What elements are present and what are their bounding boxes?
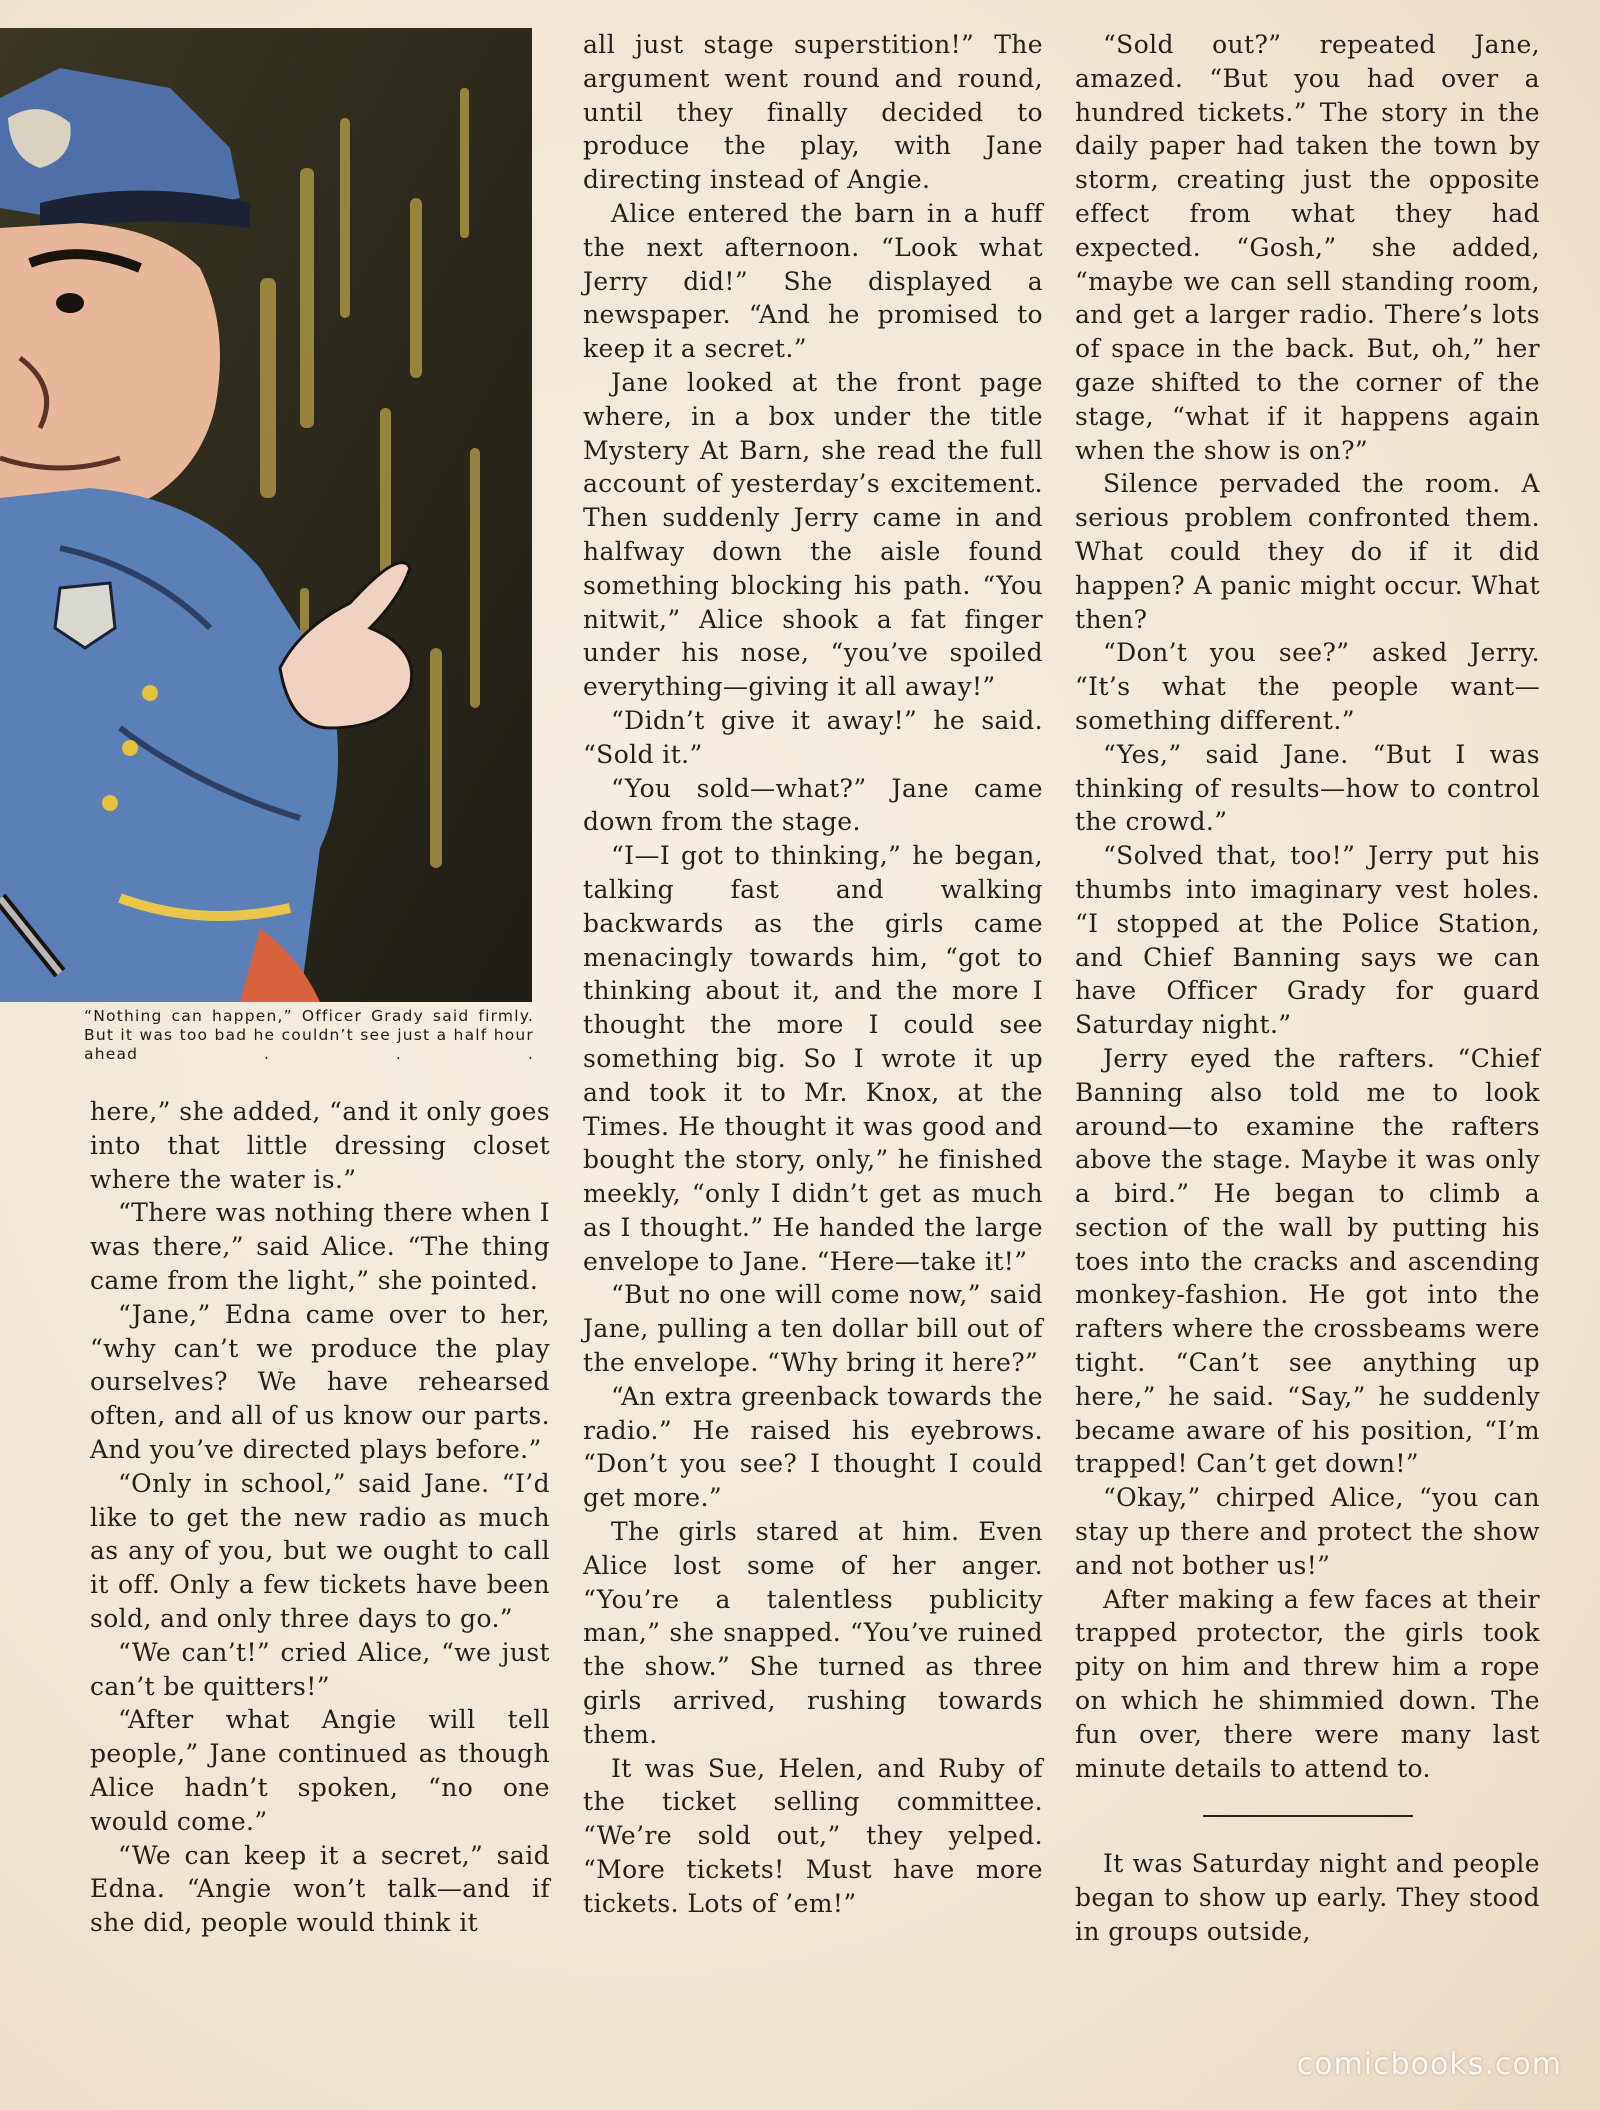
text-column-3 [1075, 28, 1540, 1949]
paragraph: “Jane,” Edna came over to her, “why can’t we produce the play ourselves? We have rehearsed often, and all of us know our parts. And you’ve directed plays before.” [90, 1299, 550, 1464]
paragraph: It was Saturday night and people began to show up early. They stood in groups outside, [1075, 1849, 1540, 1947]
section-divider [1203, 1815, 1413, 1817]
paragraph: all just stage superstition!” The argument went round and round, until they finally decided to produce the play, with Jane directing instead of Angie. [583, 30, 1043, 195]
paragraph: “Okay,” chirped Alice, “you can stay up there and protect the show and not bother us!” [1075, 1483, 1540, 1580]
paragraph: “I—I got to thinking,” he began, talking fast and walking backwards as the girls came menacingly towards him, “got to thinking about it, and the more I thought the more I could see something big. So I wrote it up and took it to Mr. Knox, at the Times. He thought it was good and bought the story, only,” he finished meekly, “only I didn’t get as much as I thought.” He handed the large envelope to Jane. “Here—take it!” [583, 841, 1043, 1276]
text-column-1 [90, 1095, 550, 1940]
paragraph: “After what Angie will tell people,” Jane continued as though Alice hadn’t spoken, “no one would come.” [90, 1705, 550, 1836]
paragraph: “Sold out?” repeated Jane, amazed. “But you had over a hundred tickets.” The story in the daily paper had taken the town by storm, creating just the opposite effect from what they had expected. “Gosh,” she added, “maybe we can sell standing room, and get a larger radio. There’s lots of space in the back. But, oh,” her gaze shifted to the corner of the stage, “what if it happens again when the show is on?” [1075, 30, 1540, 465]
paragraph: “Didn’t give it away!” he said. “Sold it.” [583, 705, 1043, 769]
paragraph: “Yes,” said Jane. “But I was thinking of results—how to control the crowd.” [1075, 739, 1540, 837]
paragraph: Silence pervaded the room. A serious problem confronted them. What could they do if it did happen? A panic might occur. What then? [1075, 469, 1540, 634]
paragraph: Alice entered the barn in a huff the next afternoon. “Look what Jerry did!” She displayed a newspaper. “And he promised to keep it a secret.” [583, 198, 1043, 364]
policeman-pointing-icon [0, 28, 532, 1002]
watermark: comicbooks.com [1296, 2047, 1562, 2082]
paragraph: here,” she added, “and it only goes into that little dressing closet where the water is.” [90, 1097, 550, 1194]
paragraph: “An extra greenback towards the radio.” He raised his eyebrows. “Don’t you see? I thought I could get more.” [583, 1381, 1043, 1513]
text-column-2 [583, 28, 1043, 1921]
paragraph: Jerry eyed the rafters. “Chief Banning also told me to look around—to examine the rafters above the stage. Maybe it was only a bird.” He began to climb a section of the wall by putting his toes into the cracks and ascending monkey-fashion. He got into the rafters where the crossbeams were tight. “Can’t see anything up here,” he said. “Say,” he suddenly became aware of his position, “I’m trapped! Can’t get down!” [1075, 1043, 1540, 1479]
paragraph: Jane looked at the front page where, in a box under the title Mystery At Barn, she read the full account of yesterday’s excitement. Then suddenly Jerry came in and halfway down the aisle found something blocking his path. “You nitwit,” Alice shook a fat finger under his nose, “you’ve spoiled everything—giving it all away!” [583, 367, 1043, 702]
paragraph: The girls stared at him. Even Alice lost some of her anger. “You’re a talentless publicity man,” she snapped. “You’ve ruined the show.” She turned as three girls arrived, rushing towards them. [583, 1517, 1043, 1749]
paragraph: After making a few faces at their trapped protector, the girls took pity on him and threw him a rope on which he shimmied down. The fun over, there were many last minute details to attend to. [1075, 1584, 1540, 1783]
paragraph: “Don’t you see?” asked Jerry. “It’s what the people want—something different.” [1075, 638, 1540, 735]
paragraph: It was Sue, Helen, and Ruby of the ticket selling committee. “We’re sold out,” they yelped. “More tickets! Must have more tickets. Lots of ’em!” [583, 1753, 1043, 1918]
paragraph: “There was nothing there when I was there,” said Alice. “The thing came from the light,” she pointed. [90, 1198, 550, 1295]
paragraph: “We can keep it a secret,” said Edna. “Angie won’t talk—and if she did, people would think it [90, 1840, 550, 1938]
paragraph: “You sold—what?” Jane came down from the stage. [583, 773, 1043, 837]
paragraph: “But no one will come now,” said Jane, pulling a ten dollar bill out of the envelope. “Why bring it here?” [583, 1280, 1043, 1378]
illustration-caption: “Nothing can happen,” Officer Grady said firmly. But it was too bad he couldn’t see just a half hour ahead . . . [84, 1007, 534, 1063]
paragraph: “We can’t!” cried Alice, “we just can’t be quitters!” [90, 1637, 550, 1701]
paragraph: “Solved that, too!” Jerry put his thumbs into imaginary vest holes. “I stopped at the Police Station, and Chief Banning says we can have Officer Grady for guard Saturday night.” [1075, 841, 1540, 1040]
paragraph: “Only in school,” said Jane. “I’d like to get the new radio as much as any of you, but we ought to call it off. Only a few tickets have been sold, and only three days to go.” [90, 1468, 550, 1633]
policeman-illustration [0, 28, 532, 1002]
